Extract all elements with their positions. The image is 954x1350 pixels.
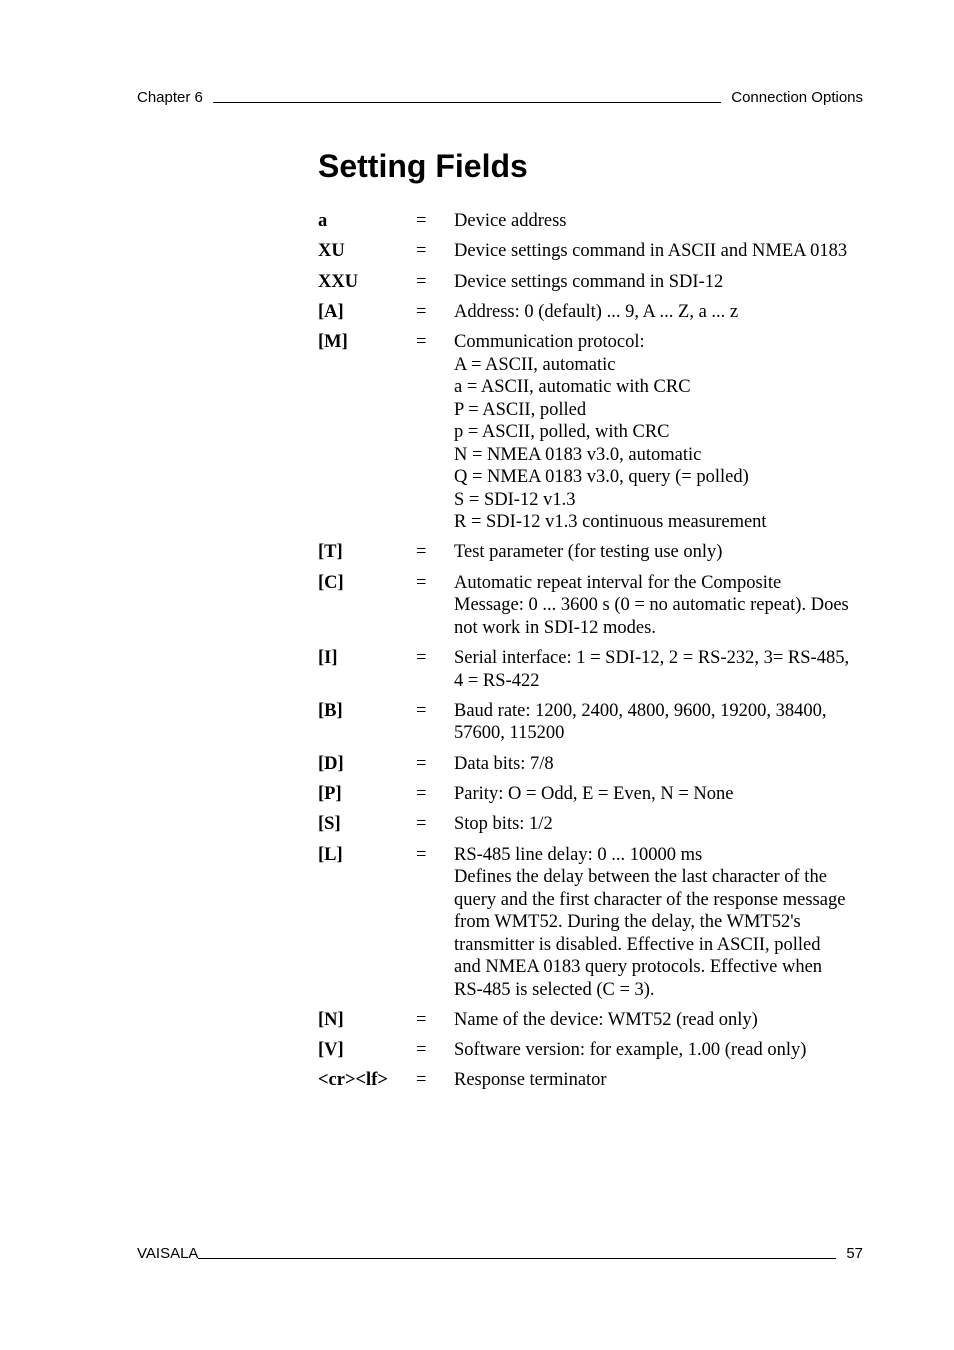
field-equals: = [416, 572, 427, 593]
field-equals: = [416, 1070, 427, 1091]
field-description [454, 271, 866, 294]
description-line: Communication protocol: [454, 332, 645, 353]
field-description [454, 301, 866, 324]
field-row [318, 700, 866, 745]
field-term: [P] [318, 783, 342, 804]
field-description [454, 700, 866, 745]
field-equals: = [416, 783, 427, 804]
field-row [318, 753, 866, 776]
description-line: Device address [454, 211, 567, 231]
description-line: Serial interface: 1 = SDI-12, 2 = RS-232, 3= RS-485, [454, 648, 850, 669]
description-line: Automatic repeat interval for the Composite [454, 572, 782, 593]
field-equals: = [416, 844, 427, 865]
description-line: Parity: O = Odd, E = Even, N = None [454, 783, 734, 804]
field-term: [T] [318, 542, 343, 563]
description-line: not work in SDI-12 modes. [454, 617, 656, 638]
field-description [454, 1009, 866, 1032]
field-term: [N] [318, 1009, 344, 1030]
field-description [454, 783, 866, 806]
field-term: [V] [318, 1040, 344, 1061]
field-equals: = [416, 301, 427, 322]
description-line: Q = NMEA 0183 v3.0, query (= polled) [454, 467, 749, 488]
field-row [318, 210, 866, 233]
description-line: Device settings command in ASCII and NMEA 0183 [454, 241, 848, 262]
field-equals: = [416, 648, 427, 669]
field-description [454, 572, 866, 640]
field-row [318, 844, 866, 1002]
description-line: transmitter is disabled. Effective in ASCII, polled [454, 934, 821, 955]
description-line: Defines the delay between the last character of the [454, 867, 827, 888]
description-line: Device settings command in SDI-12 [454, 271, 724, 292]
description-line: 4 = RS-422 [454, 670, 540, 691]
page-title: Setting Fields [318, 148, 528, 184]
field-term: [I] [318, 648, 338, 669]
description-line: Response terminator [454, 1070, 607, 1091]
description-line: RS-485 is selected (C = 3). [454, 979, 655, 1000]
header-rule [213, 101, 721, 103]
field-term: XXU [318, 271, 359, 292]
field-description [454, 647, 866, 692]
field-row [318, 271, 866, 294]
field-row [318, 647, 866, 692]
page-header [137, 86, 863, 106]
description-line: Name of the device: WMT52 (read only) [454, 1009, 758, 1030]
description-line: a = ASCII, automatic with CRC [454, 377, 691, 398]
field-equals: = [416, 271, 427, 292]
description-line: and NMEA 0183 query protocols. Effective when [454, 957, 823, 978]
field-equals: = [416, 1040, 427, 1061]
field-equals: = [416, 542, 427, 563]
field-description [454, 210, 866, 233]
field-equals: = [416, 211, 427, 231]
field-term: [M] [318, 332, 348, 353]
description-line: S = SDI-12 v1.3 [454, 489, 576, 510]
field-row [318, 783, 866, 806]
field-description [454, 240, 866, 263]
field-row [318, 572, 866, 640]
field-row [318, 1039, 866, 1062]
footer-rule [198, 1257, 836, 1259]
field-equals: = [416, 1009, 427, 1030]
field-row [318, 1069, 866, 1092]
description-line: N = NMEA 0183 v3.0, automatic [454, 444, 702, 465]
field-description [454, 1069, 866, 1092]
field-term: <cr><lf> [318, 1070, 388, 1091]
field-row [318, 301, 866, 324]
description-line: Stop bits: 1/2 [454, 814, 553, 835]
page-number: 57 [846, 1245, 863, 1262]
field-term: [S] [318, 814, 341, 835]
field-row [318, 331, 866, 534]
section-label: Connection Options [731, 89, 863, 106]
description-line: Test parameter (for testing use only) [454, 542, 723, 563]
field-description [454, 753, 866, 776]
field-description [454, 1039, 866, 1062]
description-line: Data bits: 7/8 [454, 753, 554, 774]
field-term: a [318, 211, 328, 231]
description-line: p = ASCII, polled, with CRC [454, 422, 670, 443]
description-line: 57600, 115200 [454, 723, 565, 744]
description-line: A = ASCII, automatic [454, 354, 616, 375]
setting-fields-list [318, 210, 866, 1100]
field-equals: = [416, 241, 427, 262]
description-line: Message: 0 ... 3600 s (0 = no automatic repeat). Does [454, 595, 849, 616]
field-term: XU [318, 241, 345, 262]
description-line: Software version: for example, 1.00 (read only) [454, 1040, 807, 1061]
field-description [454, 331, 866, 534]
description-line: Address: 0 (default) ... 9, A ... Z, a ... z [454, 301, 739, 322]
description-line: P = ASCII, polled [454, 399, 587, 420]
description-line: query and the first character of the response message [454, 889, 846, 910]
field-row [318, 813, 866, 836]
field-term: [L] [318, 844, 343, 865]
field-term: [D] [318, 753, 344, 774]
field-term: [B] [318, 700, 343, 721]
chapter-label: Chapter 6 [137, 89, 203, 106]
field-equals: = [416, 753, 427, 774]
field-row [318, 240, 866, 263]
page-footer [137, 1242, 863, 1262]
field-term: [A] [318, 301, 344, 322]
description-line: R = SDI-12 v1.3 continuous measurement [454, 512, 767, 533]
description-line: from WMT52. During the delay, the WMT52's [454, 912, 801, 933]
field-description [454, 813, 866, 836]
footer-brand: VAISALA [137, 1245, 199, 1262]
field-term: [C] [318, 572, 344, 593]
field-row [318, 1009, 866, 1032]
field-equals: = [416, 332, 427, 353]
field-equals: = [416, 700, 427, 721]
description-line: RS-485 line delay: 0 ... 10000 ms [454, 844, 703, 865]
description-line: Baud rate: 1200, 2400, 4800, 9600, 19200, 38400, [454, 700, 827, 721]
field-description [454, 541, 866, 564]
field-equals: = [416, 814, 427, 835]
field-row [318, 541, 866, 564]
field-description [454, 844, 866, 1002]
